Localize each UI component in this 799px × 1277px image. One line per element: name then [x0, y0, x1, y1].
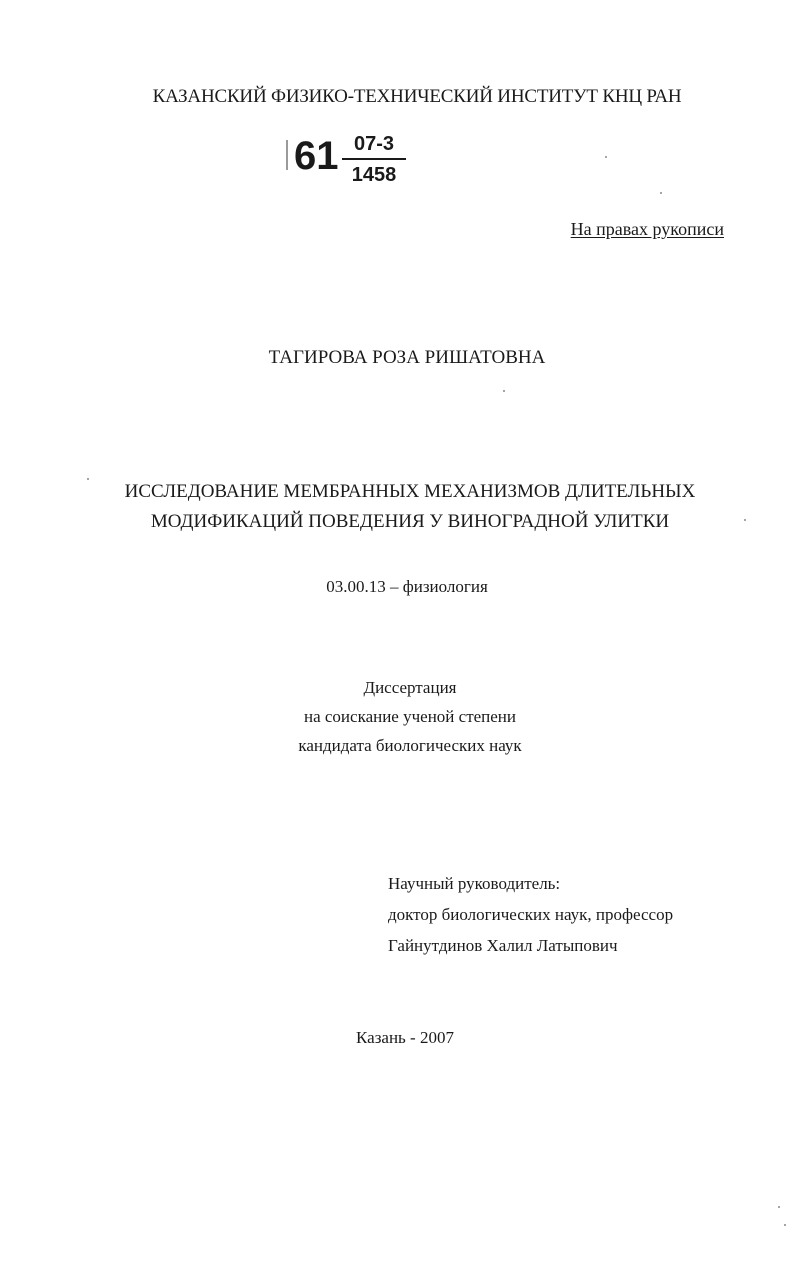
manuscript-rights-note: На правах рукописи	[570, 219, 724, 239]
title-line-2: МОДИФИКАЦИЙ ПОВЕДЕНИЯ У ВИНОГРАДНОЙ УЛИТКИ	[150, 511, 670, 532]
scan-speck	[503, 390, 505, 392]
catalog-code-denominator: 1458	[351, 164, 397, 186]
supervisor-name: Гайнутдинов Халил Латыпович	[388, 936, 618, 955]
supervisor-label: Научный руководитель:	[388, 874, 561, 893]
author-name: ТАГИРОВА РОЗА РИШАТОВНА	[268, 347, 546, 368]
city-year: Казань - 2007	[356, 1028, 454, 1047]
specialty-code: 03.00.13 – физиология	[326, 577, 488, 596]
scan-speck	[744, 519, 746, 521]
title-line-1: ИССЛЕДОВАНИЕ МЕМБРАННЫХ МЕХАНИЗМОВ ДЛИТЕЛЬНЫХ	[124, 481, 696, 502]
scan-speck	[784, 1224, 786, 1226]
fraction-rule	[342, 158, 406, 160]
code-bar-mark	[286, 140, 288, 170]
catalog-code-numerator: 07-3	[353, 133, 395, 155]
scan-speck	[778, 1206, 780, 1208]
degree-line-3: кандидата биологических наук	[298, 736, 522, 755]
degree-line-2: на соискание ученой степени	[303, 707, 517, 726]
catalog-code-main: 61	[294, 134, 339, 178]
supervisor-credentials: доктор биологических наук, профессор	[388, 905, 674, 924]
catalog-code-fraction	[342, 132, 406, 187]
scan-speck	[660, 192, 662, 194]
scan-speck	[87, 478, 89, 480]
institute-name: КАЗАНСКИЙ ФИЗИКО-ТЕХНИЧЕСКИЙ ИНСТИТУТ КНЦ РАН	[152, 86, 682, 107]
degree-line-1: Диссертация	[363, 678, 457, 697]
degree-statement	[0, 673, 799, 760]
scan-speck	[605, 156, 607, 158]
supervisor-block	[388, 868, 673, 961]
dissertation-title	[0, 477, 799, 537]
